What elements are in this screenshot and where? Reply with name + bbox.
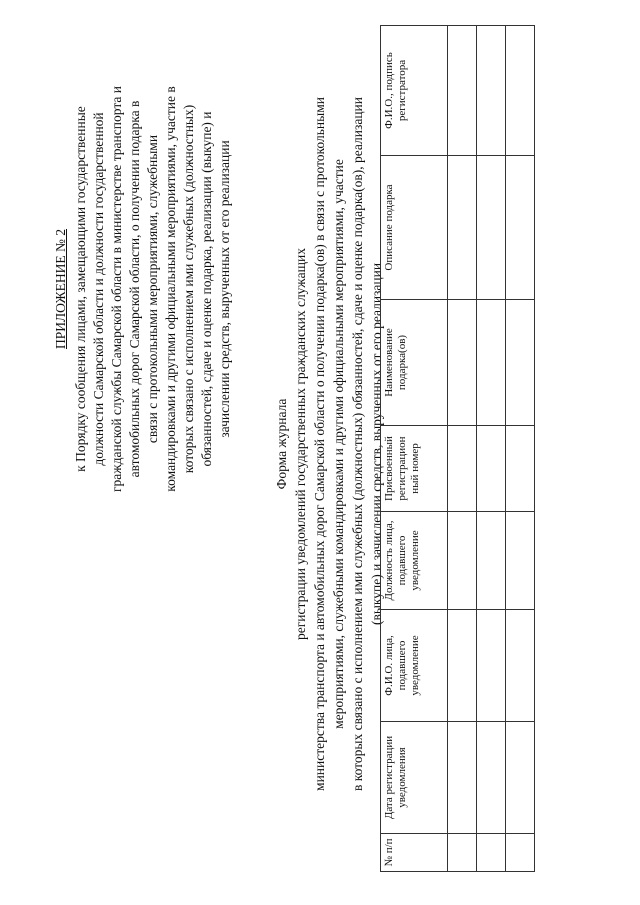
table-row — [506, 26, 535, 872]
form-title-line: в которых связано с исполнением ими служебных (должностных) обязанностей, сдаче и оценке подарка(ов), реализации — [350, 96, 365, 792]
table-row — [448, 26, 477, 872]
form-title-line: мероприятиями, служебными командировками и другими официальными мероприятиями, участие — [331, 159, 346, 729]
appendix-line: которых связано с исполнением ими служебных (должностных) — [181, 104, 196, 474]
table-cell — [506, 512, 535, 610]
table-cell — [477, 722, 506, 834]
appendix-line: командировками и другими официальными мероприятиями, участие в — [163, 86, 178, 492]
header-registration-number: Присвоенный регистрацион ный номер — [381, 426, 448, 512]
table-cell — [448, 834, 477, 872]
table-cell — [506, 26, 535, 156]
appendix-line: зачислении средств, вырученных от его реализации — [217, 140, 232, 438]
appendix-line: должности Самарской области и должности государственной — [91, 112, 106, 466]
header-number: № п/п — [381, 834, 448, 872]
appendix-line: к Порядку сообщения лицами, замещающими государственные — [73, 106, 88, 472]
table-cell — [448, 722, 477, 834]
form-title-line: (выкупе) и зачислении средств, вырученных от его реализации — [369, 262, 384, 626]
journal-table — [380, 25, 535, 872]
table-header-row — [381, 26, 448, 872]
header-submitter-position: Должность лица, подавшего уведомление — [381, 512, 448, 610]
journal-table-wrapper — [380, 25, 535, 872]
form-title-line: регистрации уведомлений государственных гражданских служащих — [293, 248, 308, 640]
table-cell — [448, 156, 477, 300]
table-cell — [448, 300, 477, 426]
table-cell — [477, 26, 506, 156]
table-cell — [477, 300, 506, 426]
table-cell — [506, 834, 535, 872]
table-cell — [448, 610, 477, 722]
table-cell — [506, 300, 535, 426]
header-gift-name: Наименование подарка(ов) — [381, 300, 448, 426]
appendix-block — [52, 54, 234, 524]
table-cell — [448, 426, 477, 512]
table-cell — [477, 156, 506, 300]
appendix-line: гражданской службы Самарской области в министерстве транспорта и — [109, 86, 124, 492]
appendix-line: связи с протокольными мероприятиями, служебными — [145, 134, 160, 444]
form-title-block — [272, 4, 386, 884]
table-cell — [506, 722, 535, 834]
table-cell — [477, 834, 506, 872]
header-gift-description: Описание подарка — [381, 156, 448, 300]
appendix-line: обязанностей, сдаче и оценке подарка, реализации (выкупе) и — [199, 111, 214, 467]
table-cell — [448, 512, 477, 610]
form-title-line: министерства транспорта и автомобильных дорог Самарской области о получении подарка(ов) в связи с протокольными — [312, 97, 327, 791]
table-cell — [448, 26, 477, 156]
appendix-line: автомобильных дорог Самарской области, о получении подарка в — [127, 100, 142, 478]
table-row — [477, 26, 506, 872]
table-cell — [506, 426, 535, 512]
table-cell — [477, 610, 506, 722]
table-cell — [506, 156, 535, 300]
table-cell — [477, 512, 506, 610]
form-title: Форма журнала — [274, 398, 289, 490]
appendix-heading: ПРИЛОЖЕНИЕ № 2 — [53, 228, 68, 350]
header-submitter-name: Ф.И.О. лица, подавшего уведомление — [381, 610, 448, 722]
header-registrar-signature: Ф.И.О., подпись регистратора — [381, 26, 448, 156]
rotated-content — [14, 4, 614, 884]
table-cell — [477, 426, 506, 512]
table-cell — [506, 610, 535, 722]
header-registration-date: Дата регистрации уведомления — [381, 722, 448, 834]
